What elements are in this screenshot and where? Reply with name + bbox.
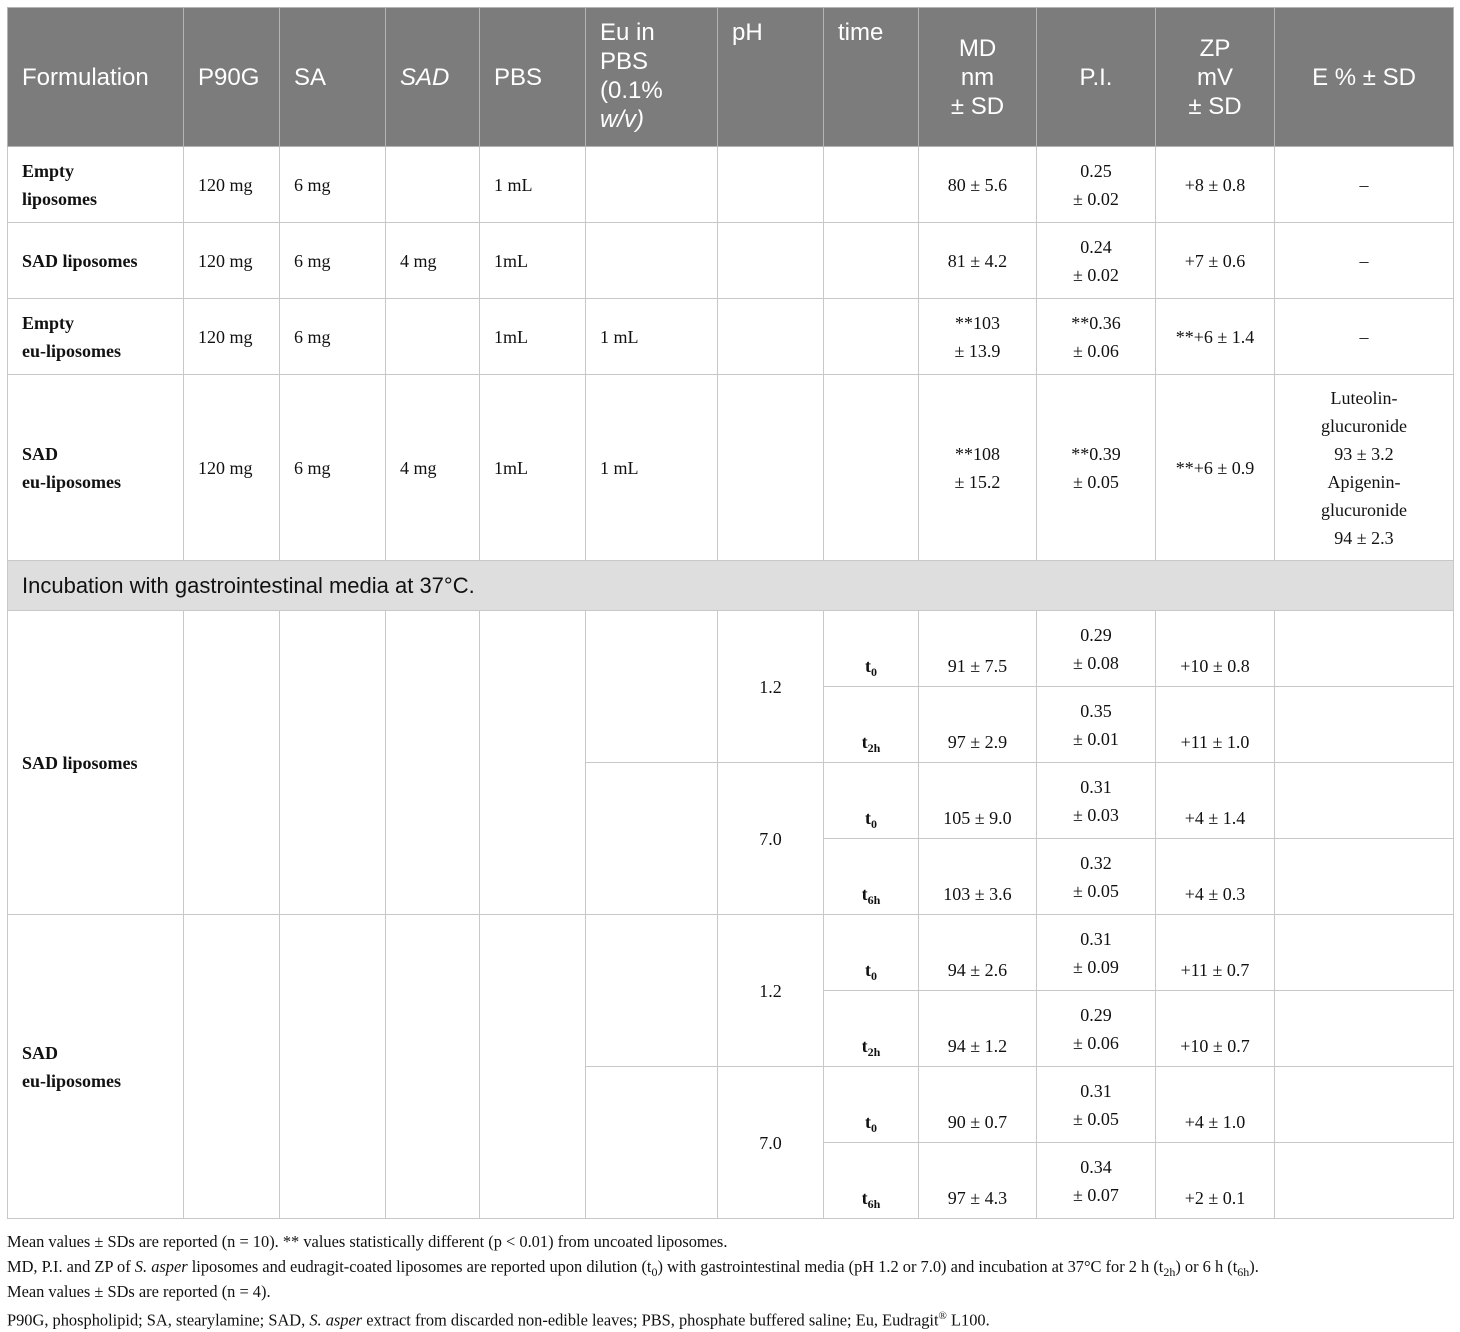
zp-cell: +4 ± 0.3	[1156, 839, 1275, 915]
sa-cell: 6 mg	[280, 299, 386, 375]
e-cell: Luteolin- glucuronide 93 ± 3.2 Apigenin- glucuronide 94 ± 2.3	[1275, 375, 1454, 561]
pi-cell: **0.39 ± 0.05	[1037, 375, 1156, 561]
col-header-ph: pH	[718, 8, 824, 147]
header-row	[8, 8, 1454, 147]
time-cell: $t_0$	[824, 611, 919, 687]
col-header-sa: SA	[280, 8, 386, 147]
pi-cell: 0.35 ± 0.01	[1037, 687, 1156, 763]
zp-cell: **+6 ± 1.4	[1156, 299, 1275, 375]
zp-cell: **+6 ± 0.9	[1156, 375, 1275, 561]
sa-cell: 6 mg	[280, 223, 386, 299]
e-cell: –	[1275, 299, 1454, 375]
table-row	[8, 375, 1454, 561]
pi-cell: 0.32 ± 0.05	[1037, 839, 1156, 915]
p90g-cell: 120 mg	[184, 147, 280, 223]
section-row	[8, 561, 1454, 611]
zp-cell: +10 ± 0.7	[1156, 991, 1275, 1067]
ph-cell	[718, 299, 824, 375]
sad-cell	[386, 299, 480, 375]
pi-cell: **0.36 ± 0.06	[1037, 299, 1156, 375]
pi-cell: 0.31 ± 0.05	[1037, 1067, 1156, 1143]
col-header-e: E % ± SD	[1275, 8, 1454, 147]
zp-cell: +2 ± 0.1	[1156, 1143, 1275, 1219]
col-header-p90g: P90G	[184, 8, 280, 147]
p90g-cell: 120 mg	[184, 223, 280, 299]
footnote-4: P90G, phospholipid; SA, stearylamine; SAD, S. asper extract from discarded non-edible leaves; PBS, phosphate buffered saline; Eu, Eudragit® L100.	[7, 1310, 990, 1330]
md-cell: 97 ± 2.9	[919, 687, 1037, 763]
e-cell	[1275, 915, 1454, 991]
pbs-cell	[480, 611, 586, 915]
ph-cell: 7.0	[718, 1067, 824, 1219]
time-cell	[824, 299, 919, 375]
formulation-cell: SAD eu-liposomes	[8, 915, 184, 1219]
p90g-cell	[184, 915, 280, 1219]
zp-cell: +7 ± 0.6	[1156, 223, 1275, 299]
time-cell	[824, 147, 919, 223]
pbs-cell: 1mL	[480, 223, 586, 299]
md-cell: 94 ± 2.6	[919, 915, 1037, 991]
eu-cell: 1 mL	[586, 375, 718, 561]
p90g-cell: 120 mg	[184, 375, 280, 561]
md-cell: 97 ± 4.3	[919, 1143, 1037, 1219]
zp-cell: +11 ± 1.0	[1156, 687, 1275, 763]
sa-cell: 6 mg	[280, 147, 386, 223]
e-cell	[1275, 991, 1454, 1067]
time-cell: $t_{2h}$	[824, 687, 919, 763]
e-cell	[1275, 687, 1454, 763]
e-cell: –	[1275, 147, 1454, 223]
formulation-cell: SAD liposomes	[8, 223, 184, 299]
eu-cell: 1 mL	[586, 299, 718, 375]
pi-cell: 0.24 ± 0.02	[1037, 223, 1156, 299]
sad-cell	[386, 611, 480, 915]
pi-cell: 0.25 ± 0.02	[1037, 147, 1156, 223]
time-cell: $t_{6h}$	[824, 1143, 919, 1219]
formulation-cell: Empty eu-liposomes	[8, 299, 184, 375]
col-header-zp: ZP mV ± SD	[1156, 8, 1275, 147]
col-header-sad	[386, 8, 480, 147]
time-cell: $t_{6h}$	[824, 839, 919, 915]
table-footnotes	[7, 1229, 1453, 1332]
pi-cell: 0.29 ± 0.08	[1037, 611, 1156, 687]
footnote-3: Mean values ± SDs are reported (n = 4).	[7, 1282, 271, 1301]
table-row	[8, 299, 1454, 375]
ph-cell: 1.2	[718, 611, 824, 763]
col-header-time: time	[824, 8, 919, 147]
time-cell: $t_{2h}$	[824, 991, 919, 1067]
md-cell: 90 ± 0.7	[919, 1067, 1037, 1143]
e-cell	[1275, 763, 1454, 839]
zp-cell: +11 ± 0.7	[1156, 915, 1275, 991]
e-cell	[1275, 839, 1454, 915]
liposome-results-table	[7, 7, 1454, 1219]
pbs-cell: 1mL	[480, 375, 586, 561]
col-header-pi: P.I.	[1037, 8, 1156, 147]
md-cell: 103 ± 3.6	[919, 839, 1037, 915]
pi-cell: 0.29 ± 0.06	[1037, 991, 1156, 1067]
pi-cell: 0.31 ± 0.09	[1037, 915, 1156, 991]
eu-cell	[586, 147, 718, 223]
zp-cell: +4 ± 1.4	[1156, 763, 1275, 839]
pbs-cell: 1 mL	[480, 147, 586, 223]
e-cell	[1275, 611, 1454, 687]
zp-cell: +10 ± 0.8	[1156, 611, 1275, 687]
results-table-container	[7, 7, 1453, 1332]
sad-cell: 4 mg	[386, 375, 480, 561]
e-cell	[1275, 1067, 1454, 1143]
formulation-cell: SAD eu-liposomes	[8, 375, 184, 561]
pi-cell: 0.31 ± 0.03	[1037, 763, 1156, 839]
col-header-eu: Eu in PBS (0.1% w/v)	[586, 8, 718, 147]
md-cell: 91 ± 7.5	[919, 611, 1037, 687]
e-cell	[1275, 1143, 1454, 1219]
col-header-md: MD nm ± SD	[919, 8, 1037, 147]
sad-cell	[386, 915, 480, 1219]
eu-cell	[586, 915, 718, 1067]
e-cell: –	[1275, 223, 1454, 299]
section-title: Incubation with gastrointestinal media at 37°C.	[8, 561, 1454, 611]
ph-cell: 1.2	[718, 915, 824, 1067]
md-cell: 81 ± 4.2	[919, 223, 1037, 299]
pbs-cell	[480, 915, 586, 1219]
p90g-cell: 120 mg	[184, 299, 280, 375]
col-header-sad-text: SAD	[400, 63, 450, 91]
footnote-1: Mean values ± SDs are reported (n = 10). ** values statistically different (p < 0.01) from uncoated liposomes.	[7, 1232, 728, 1251]
formulation-cell: Empty liposomes	[8, 147, 184, 223]
time-cell	[824, 223, 919, 299]
md-cell: 80 ± 5.6	[919, 147, 1037, 223]
table-row	[8, 223, 1454, 299]
formulation-cell: SAD liposomes	[8, 611, 184, 915]
table-row	[8, 915, 1454, 991]
ph-cell: 7.0	[718, 763, 824, 915]
sad-cell	[386, 147, 480, 223]
ph-cell	[718, 147, 824, 223]
md-cell: **103 ± 13.9	[919, 299, 1037, 375]
col-header-pbs: PBS	[480, 8, 586, 147]
sa-cell	[280, 915, 386, 1219]
table-row	[8, 611, 1454, 687]
pbs-cell: 1mL	[480, 299, 586, 375]
ph-cell	[718, 223, 824, 299]
time-cell: $t_0$	[824, 763, 919, 839]
table-row	[8, 147, 1454, 223]
zp-cell: +4 ± 1.0	[1156, 1067, 1275, 1143]
eu-cell	[586, 763, 718, 915]
sa-cell: 6 mg	[280, 375, 386, 561]
md-cell: 94 ± 1.2	[919, 991, 1037, 1067]
md-cell: 105 ± 9.0	[919, 763, 1037, 839]
pi-cell: 0.34 ± 0.07	[1037, 1143, 1156, 1219]
eu-cell	[586, 1067, 718, 1219]
sad-cell: 4 mg	[386, 223, 480, 299]
col-header-formulation: Formulation	[8, 8, 184, 147]
md-cell: **108 ± 15.2	[919, 375, 1037, 561]
time-cell: $t_0$	[824, 1067, 919, 1143]
time-cell: $t_0$	[824, 915, 919, 991]
time-cell	[824, 375, 919, 561]
eu-cell	[586, 611, 718, 763]
zp-cell: +8 ± 0.8	[1156, 147, 1275, 223]
sa-cell	[280, 611, 386, 915]
footnote-2: MD, P.I. and ZP of S. asper liposomes and eudragit-coated liposomes are reported upon dilution $(t_0)$ with gastrointestinal media (pH 1.2 or 7.0) and incubation at 37°C for 2 h $(t_{2h})$ or 6 h $(t_{6h})$.	[7, 1257, 1259, 1279]
ph-cell	[718, 375, 824, 561]
eu-cell	[586, 223, 718, 299]
p90g-cell	[184, 611, 280, 915]
